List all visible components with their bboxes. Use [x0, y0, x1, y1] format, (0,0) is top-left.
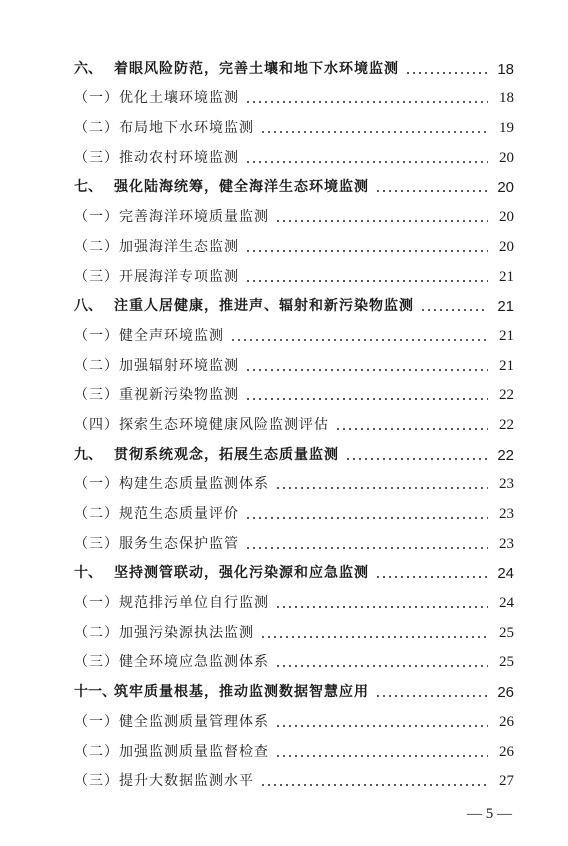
toc-entry-page: 20	[499, 209, 514, 226]
dot-leader	[420, 309, 488, 311]
toc-entry-title: （二）加强辐射环境监测	[74, 357, 239, 374]
toc-entry-page: 23	[499, 506, 514, 522]
dot-leader	[405, 72, 488, 74]
toc-entry-page: 24	[497, 565, 514, 583]
toc-entry-page: 20	[499, 238, 514, 255]
toc-subsection-entry	[74, 345, 514, 375]
dot-leader	[260, 784, 488, 786]
toc-entry-page: 22	[499, 416, 514, 433]
toc-subsection-entry	[74, 701, 514, 731]
toc-entry-page: 21	[499, 357, 514, 374]
toc-section-entry	[74, 553, 514, 583]
dot-leader	[245, 161, 488, 163]
dot-leader	[245, 250, 488, 252]
toc-section-entry	[74, 48, 514, 78]
toc-subsection-entry	[74, 642, 514, 672]
toc-entry-page: 19	[499, 120, 514, 137]
toc-entry-page: 22	[497, 446, 514, 464]
page-number: — 5 —	[467, 806, 512, 822]
toc-subsection-entry	[74, 612, 514, 642]
toc-entry-page: 25	[499, 624, 514, 641]
toc-entry-title: （二）加强监测质量监督检查	[74, 743, 269, 760]
toc-entry-number: 七、	[74, 179, 102, 196]
toc-entry-page: 20	[497, 179, 514, 197]
toc-entry-page: 21	[497, 298, 514, 316]
toc-entry-title: （三）提升大数据监测水平	[74, 773, 254, 790]
table-of-contents	[74, 48, 514, 790]
toc-entry-page: 23	[499, 476, 514, 493]
toc-entry-page: 18	[499, 90, 514, 107]
toc-subsection-entry	[74, 464, 514, 494]
dot-leader	[245, 101, 488, 103]
toc-subsection-entry	[74, 107, 514, 137]
dot-leader	[275, 755, 488, 757]
toc-entry-page: 22	[499, 387, 514, 404]
toc-subsection-entry	[74, 493, 514, 523]
dot-leader	[335, 428, 488, 430]
toc-entry-title: （三）服务生态保护监管	[74, 535, 239, 552]
dot-leader	[275, 487, 488, 489]
toc-entry-title: 坚持测管联动，强化污染源和应急监测	[114, 565, 369, 582]
toc-entry-page: 24	[499, 595, 514, 612]
dot-leader	[375, 190, 488, 192]
toc-entry-page: 18	[497, 60, 514, 78]
toc-entry-title: （二）加强海洋生态监测	[74, 238, 239, 255]
toc-subsection-entry	[74, 256, 514, 286]
dot-leader	[375, 695, 488, 697]
toc-subsection-entry	[74, 761, 514, 791]
dot-leader	[275, 606, 488, 608]
toc-subsection-entry	[74, 731, 514, 761]
toc-entry-title: 着眼风险防范，完善土壤和地下水环境监测	[114, 60, 399, 77]
toc-entry-title: （一）健全声环境监测	[74, 327, 224, 344]
toc-entry-page: 21	[499, 268, 514, 285]
toc-section-entry	[74, 671, 514, 701]
dot-leader	[245, 369, 488, 371]
toc-entry-title: 贯彻系统观念，拓展生态质量监测	[114, 446, 339, 463]
toc-entry-title: （三）开展海洋专项监测	[74, 268, 239, 285]
dot-leader	[345, 458, 488, 460]
toc-entry-page: 20	[499, 149, 514, 166]
toc-entry-number: 九、	[74, 446, 102, 463]
dot-leader	[275, 665, 488, 667]
toc-entry-title: （三）推动农村环境监测	[74, 149, 239, 166]
toc-subsection-entry	[74, 78, 514, 108]
toc-entry-page: 26	[497, 684, 514, 702]
toc-entry-number: 六、	[74, 60, 102, 77]
toc-entry-number: 十、	[74, 565, 102, 582]
toc-entry-number: 十一、	[74, 684, 116, 701]
dot-leader	[245, 280, 488, 282]
toc-subsection-entry	[74, 375, 514, 405]
dot-leader	[230, 339, 488, 341]
toc-subsection-entry	[74, 523, 514, 553]
toc-entry-title: （四）探索生态环境健康风险监测评估	[74, 416, 329, 433]
toc-entry-page: 25	[499, 654, 514, 671]
toc-entry-title: （二）布局地下水环境监测	[74, 120, 254, 137]
toc-entry-title: （二）加强污染源执法监测	[74, 624, 254, 641]
dot-leader	[245, 398, 488, 400]
toc-entry-title: （一）完善海洋环境质量监测	[74, 209, 269, 226]
toc-entry-title: （二）规范生态质量评价	[74, 506, 239, 522]
toc-section-entry	[74, 286, 514, 316]
dot-leader	[245, 547, 488, 549]
toc-entry-title: （一）构建生态质量监测体系	[74, 476, 269, 493]
toc-entry-title: （一）健全监测质量管理体系	[74, 713, 269, 730]
toc-section-entry	[74, 167, 514, 197]
toc-entry-page: 23	[499, 535, 514, 552]
dot-leader	[275, 220, 488, 222]
toc-subsection-entry	[74, 404, 514, 434]
toc-entry-page: 26	[499, 743, 514, 760]
dot-leader	[375, 576, 488, 578]
toc-section-entry	[74, 434, 514, 464]
toc-entry-page: 27	[499, 773, 514, 790]
toc-entry-title: （一）优化土壤环境监测	[74, 90, 239, 107]
toc-subsection-entry	[74, 582, 514, 612]
dot-leader	[275, 725, 488, 727]
toc-entry-title: 注重人居健康，推进声、辐射和新污染物监测	[114, 298, 414, 315]
dot-leader	[260, 636, 488, 638]
toc-subsection-entry	[74, 315, 514, 345]
toc-entry-title: 强化陆海统筹，健全海洋生态环境监测	[114, 179, 369, 196]
toc-entry-number: 八、	[74, 298, 102, 315]
toc-subsection-entry	[74, 226, 514, 256]
toc-entry-title: （一）规范排污单位自行监测	[74, 595, 269, 612]
toc-entry-title: （三）健全环境应急监测体系	[74, 654, 269, 671]
toc-subsection-entry	[74, 196, 514, 226]
toc-entry-page: 21	[499, 327, 514, 344]
toc-entry-title: （三）重视新污染物监测	[74, 387, 239, 404]
toc-entry-page: 26	[499, 713, 514, 730]
toc-entry-title: 筑牢质量根基，推动监测数据智慧应用	[114, 684, 369, 701]
page-footer	[0, 806, 568, 823]
dot-leader	[260, 131, 488, 133]
toc-subsection-entry	[74, 137, 514, 167]
dot-leader	[245, 517, 488, 519]
